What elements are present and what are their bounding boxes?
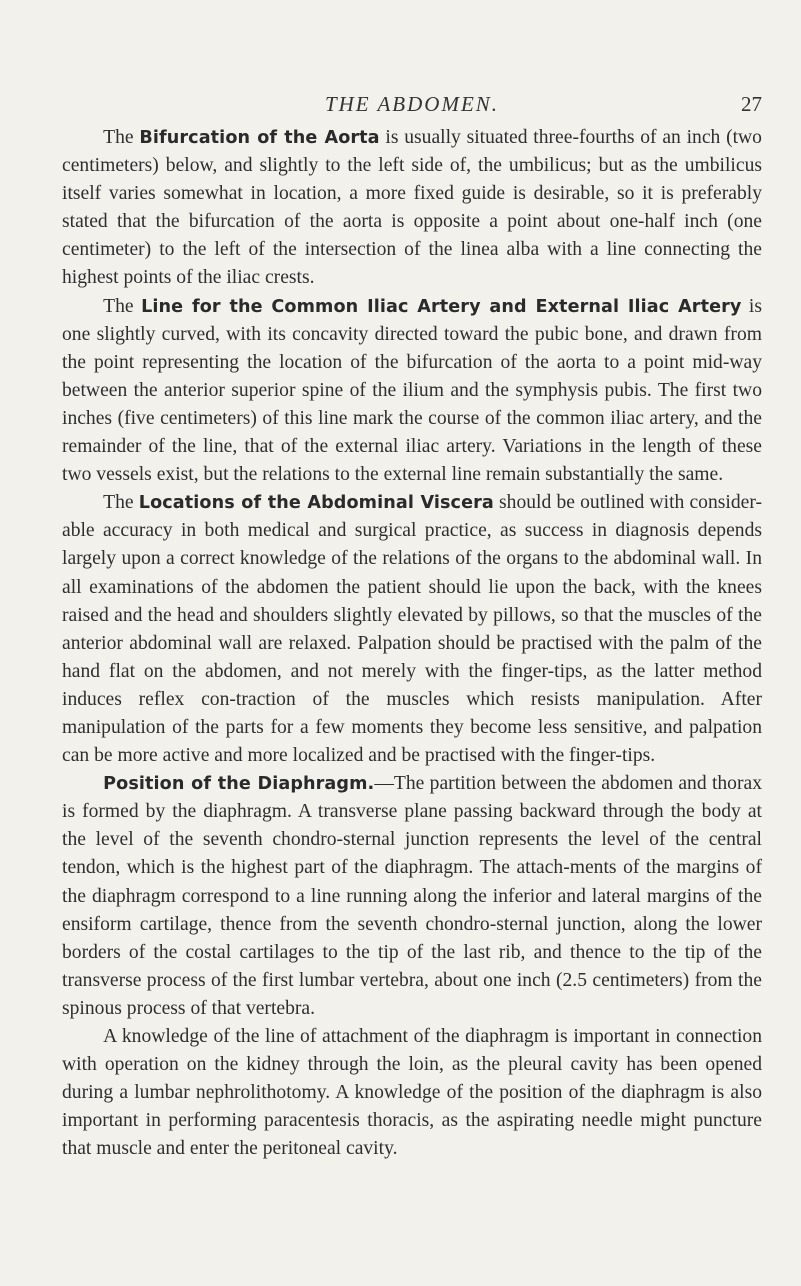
run-in-heading: Position of the Diaphragm. <box>103 774 375 795</box>
paragraph-text: should be outlined with consider-able accuracy in both medical and surgical practice, as success in diagnosis depends largely upon a correct knowledge of the relations of the organs to the abdominal wall. In all examinations of the abdomen the patient should lie upon the back, with the knees raised and the head and shoulders slightly elevated by pillows, so that the muscles of the anterior abdominal wall are relaxed. Palpation should be practised with the palm of the hand flat on the abdomen, and not merely with the finger-tips, as the latter method induces reflex con-traction of the muscles which resists manipulation. After manipulation of the parts for a few moments they become less sensitive, and palpation can be more active and more localized and be practised with the finger-tips. <box>62 492 762 767</box>
running-title: THE ABDOMEN. <box>324 92 500 116</box>
paragraph-text: is usually situated three-fourths of an inch (two centimeters) below, and slightly to the left side of, the umbilicus; but as the umbilicus itself varies somewhat in location, a more fixed guide is desirable, so it is preferably stated that the bifurcation of the aorta is opposite a point about one-half inch (one centimeter) to the left of the intersection of the linea alba with a line connecting the highest points of the iliac crests. <box>62 127 762 289</box>
paragraph-lead: The <box>103 127 140 148</box>
paragraph-diaphragm-attachment <box>62 1023 762 1163</box>
paragraph-lead: The <box>103 492 139 514</box>
paragraph-lead: The <box>103 295 142 317</box>
paragraph-position-of-diaphragm <box>62 770 762 1023</box>
paragraph-iliac-artery-line <box>62 293 762 490</box>
paragraph-abdominal-viscera <box>62 489 762 770</box>
paragraph-text: A knowledge of the line of attachment of the diaphragm is important in connection with operation on the kidney through the loin, as the pleural cavity has been opened during a lumbar nephrolithotomy. A knowledge of the position of the diaphragm is also important in performing paracentesis thoracis, as the aspirating needle might puncture that muscle and enter the peritoneal cavity. <box>62 1026 762 1160</box>
paragraph-text: is one slightly curved, with its concavity directed toward the pubic bone, and drawn from the point representing the location of the bifurcation of the aorta to a point mid-way between the anterior superior spine of the ilium and the symphysis pubis. The first two inches (five centimeters) of this line mark the course of the common iliac artery, and the remainder of the line, that of the external iliac artery. Variations in the length of these two vessels exist, but the relations to the external line remain substantially the same. <box>62 295 762 486</box>
run-in-heading: Line for the Common Iliac Artery and External Iliac Artery <box>141 296 742 317</box>
run-in-heading: Locations of the Abdominal Viscera <box>138 493 494 514</box>
running-head <box>62 92 762 122</box>
page-number: 27 <box>741 92 762 116</box>
run-in-heading: Bifurcation of the Aorta <box>139 128 380 148</box>
paragraph-text: —The partition between the abdomen and thorax is formed by the diaphragm. A transverse plane passing backward through the body at the level of the seventh chondro-sternal junction represents the level of the central tendon, which is the highest part of the diaphragm. The attach-ments of the margins of the diaphragm correspond to a line running along the inferior and lateral margins of the ensiform cartilage, thence from the seventh chondro-sternal junction, along the lower borders of the costal cartilages to the tip of the last rib, and thence to the tip of the transverse process of the first lumbar vertebra, about one inch (2.5 centimeters) from the spinous process of that vertebra. <box>62 773 762 1019</box>
body-text <box>62 124 762 1163</box>
paragraph-bifurcation-of-aorta <box>62 124 762 293</box>
